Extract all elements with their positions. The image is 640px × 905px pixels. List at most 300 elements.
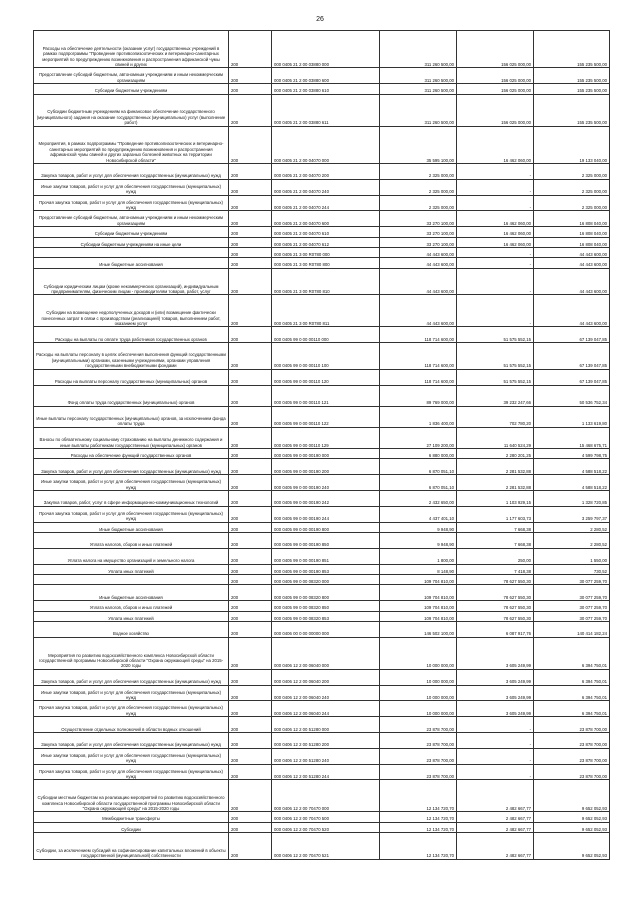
table-row: [34, 258, 610, 268]
row-name: Субсидии местным бюджетам на реализацию мероприятий по развитию водохозяйственного комплекса Новосибирской области государственной программы Новосибирской области "Охрана окружающей среды" на 2015-2020 годы: [34, 780, 229, 812]
row-executed: 2 280 201,25: [457, 449, 534, 459]
row-code: 200: [229, 764, 272, 780]
row-remaining: 23 878 700,00: [534, 764, 610, 780]
row-code: 200: [229, 227, 272, 237]
row-name: Субсидии бюджетным учреждениям на финансовое обеспечение государственного (муниципального) задания на оказание государственных (муниципальных) услуг (выполнение работ): [34, 94, 229, 126]
row-executed: 78 627 550,30: [457, 575, 534, 585]
row-executed: 78 627 550,30: [457, 585, 534, 601]
row-code: 200: [229, 247, 272, 257]
row-remaining: 9 652 052,93: [534, 780, 610, 812]
row-executed: 16 462 060,00: [457, 227, 534, 237]
row-code: 200: [229, 385, 272, 406]
row-name: Иные закупки товаров, работ и услуг для обеспечения государственных (муниципальных) нужд: [34, 475, 229, 491]
row-name: Предоставление субсидий бюджетным, автономным учреждениям и иным некоммерческим организациям: [34, 211, 229, 227]
row-kbk: 000 0405 21 2 00 04070 600: [272, 211, 380, 227]
row-name: Субсидии бюджетным учреждениям: [34, 227, 229, 237]
row-name: Предоставление субсидий бюджетным, автономным учреждениям и иным некоммерческим организациям: [34, 68, 229, 84]
table-row: [34, 548, 610, 564]
row-remaining: 44 443 600,00: [534, 247, 610, 257]
row-executed: 2 482 667,77: [457, 822, 534, 832]
row-name: Субсидии бюджетным учреждениям: [34, 84, 229, 94]
table-row: [34, 669, 610, 685]
row-planned: 10 000 000,00: [380, 669, 457, 685]
row-code: 200: [229, 522, 272, 532]
row-remaining: 6 394 750,01: [534, 637, 610, 669]
row-kbk: 000 0406 12 2 00 51280 000: [272, 717, 380, 733]
row-remaining: 16 808 040,00: [534, 227, 610, 237]
row-name: Прочая закупка товаров, работ и услуг для обеспечения государственных (муниципальных) нужд: [34, 701, 229, 717]
row-executed: -: [457, 247, 534, 257]
row-code: 200: [229, 748, 272, 764]
row-kbk: 000 0405 99 0 00 00110 122: [272, 406, 380, 427]
row-remaining: 30 077 259,70: [534, 601, 610, 611]
row-executed: 39 232 247,66: [457, 385, 534, 406]
row-executed: 3 605 249,99: [457, 669, 534, 685]
table-row: [34, 564, 610, 574]
row-code: 200: [229, 94, 272, 126]
row-code: 200: [229, 84, 272, 94]
table-row: [34, 748, 610, 764]
row-planned: 1 800,00: [380, 548, 457, 564]
row-planned: 109 704 810,00: [380, 585, 457, 601]
row-executed: 7 668,38: [457, 533, 534, 549]
row-name: Иные бюджетные ассигнования: [34, 258, 229, 268]
row-planned: 35 595 100,00: [380, 126, 457, 163]
table-row: [34, 701, 610, 717]
row-executed: 156 025 000,00: [457, 94, 534, 126]
row-kbk: 000 0405 99 0 00 08320 800: [272, 585, 380, 601]
row-executed: 2 482 667,77: [457, 812, 534, 822]
row-name: Субсидии, за исключением субсидий на софинансирование капитальных вложений в объекты государственной (муниципальной) собственности: [34, 833, 229, 860]
row-code: 200: [229, 601, 272, 611]
row-kbk: 000 0405 99 0 00 00110 120: [272, 369, 380, 385]
row-name: Закупка товаров, работ и услуг для обеспечения государственных (муниципальных) нужд: [34, 732, 229, 748]
row-remaining: 15 468 675,71: [534, 427, 610, 448]
row-executed: -: [457, 163, 534, 179]
row-code: 200: [229, 406, 272, 427]
row-kbk: 000 0405 21 2 00 04070 200: [272, 163, 380, 179]
row-executed: 16 462 060,00: [457, 126, 534, 163]
row-planned: 311 260 500,00: [380, 31, 457, 68]
table-row: [34, 491, 610, 507]
table-row: [34, 227, 610, 237]
row-code: 200: [229, 258, 272, 268]
row-planned: 10 000 000,00: [380, 637, 457, 669]
row-executed: 3 605 249,99: [457, 701, 534, 717]
table-row: [34, 685, 610, 701]
row-code: 200: [229, 491, 272, 507]
row-name: Расходы на обеспечение функций государственных органов: [34, 449, 229, 459]
row-kbk: 000 0405 99 0 00 08320 000: [272, 575, 380, 585]
row-code: 200: [229, 780, 272, 812]
row-code: 200: [229, 268, 272, 295]
row-planned: 27 109 200,00: [380, 427, 457, 448]
row-planned: 44 443 600,00: [380, 268, 457, 295]
row-remaining: 23 878 700,00: [534, 732, 610, 748]
row-planned: 23 878 700,00: [380, 717, 457, 733]
row-kbk: 000 0405 21 2 00 03880 610: [272, 84, 380, 94]
row-code: 200: [229, 701, 272, 717]
row-planned: 311 260 500,00: [380, 68, 457, 84]
row-executed: -: [457, 295, 534, 327]
row-name: Прочая закупка товаров, работ и услуг для обеспечения государственных (муниципальных) нужд: [34, 195, 229, 211]
row-executed: 7 668,38: [457, 522, 534, 532]
row-name: Иные бюджетные ассигнования: [34, 522, 229, 532]
row-code: 200: [229, 611, 272, 621]
row-code: 200: [229, 685, 272, 701]
row-kbk: 000 0405 99 0 00 00190 240: [272, 475, 380, 491]
table-row: [34, 369, 610, 385]
row-name: Уплата иных платежей: [34, 564, 229, 574]
table-row: [34, 812, 610, 822]
row-planned: 2 325 000,00: [380, 195, 457, 211]
row-remaining: 3 259 797,37: [534, 506, 610, 522]
table-row: [34, 268, 610, 295]
table-row: [34, 247, 610, 257]
table-row: [34, 237, 610, 247]
row-kbk: 000 0405 21 2 00 04070 610: [272, 227, 380, 237]
row-kbk: 000 0406 12 2 00 06040 244: [272, 701, 380, 717]
table-row: [34, 833, 610, 860]
row-kbk: 000 0406 12 2 00 06040 240: [272, 685, 380, 701]
row-planned: 109 704 810,00: [380, 611, 457, 621]
row-executed: 3 605 249,99: [457, 637, 534, 669]
row-planned: 6 880 000,00: [380, 449, 457, 459]
row-code: 200: [229, 621, 272, 637]
row-executed: -: [457, 195, 534, 211]
row-planned: 6 870 051,10: [380, 475, 457, 491]
row-code: 200: [229, 449, 272, 459]
row-code: 200: [229, 669, 272, 685]
row-planned: 44 443 600,00: [380, 295, 457, 327]
row-executed: 2 281 532,88: [457, 459, 534, 475]
row-planned: 2 325 000,00: [380, 163, 457, 179]
row-kbk: 000 0405 99 0 00 08320 853: [272, 611, 380, 621]
table-row: [34, 533, 610, 549]
row-name: Иные бюджетные ассигнования: [34, 585, 229, 601]
row-remaining: 44 443 600,00: [534, 258, 610, 268]
row-name: Водное хозяйство: [34, 621, 229, 637]
table-row: [34, 179, 610, 195]
row-kbk: 000 0405 21 2 00 03880 000: [272, 31, 380, 68]
row-executed: 702 780,20: [457, 406, 534, 427]
row-remaining: 1 550,00: [534, 548, 610, 564]
row-kbk: 000 0405 99 0 00 00190 850: [272, 533, 380, 549]
row-code: 200: [229, 31, 272, 68]
row-planned: 12 134 720,70: [380, 833, 457, 860]
row-executed: 51 575 552,15: [457, 369, 534, 385]
table-row: [34, 94, 610, 126]
row-name: Расходы на выплаты персоналу государственных (муниципальных) органов: [34, 369, 229, 385]
row-remaining: 4 588 518,22: [534, 475, 610, 491]
row-name: Прочая закупка товаров, работ и услуг для обеспечения государственных (муниципальных) нужд: [34, 764, 229, 780]
row-code: 200: [229, 548, 272, 564]
row-name: Иные выплаты персоналу государственных (муниципальных) органов, за исключением фонда оплаты труда: [34, 406, 229, 427]
row-remaining: 67 139 047,85: [534, 369, 610, 385]
row-planned: 12 134 720,70: [380, 822, 457, 832]
row-kbk: 000 0405 99 0 00 00110 000: [272, 327, 380, 343]
row-kbk: 000 0405 99 0 00 00110 100: [272, 343, 380, 370]
row-name: Взносы по обязательному социальному страхованию на выплаты денежного содержания и иные выплаты работникам государственных (муниципальных) органов: [34, 427, 229, 448]
row-name: Закупка товаров, работ и услуг для обеспечения государственных (муниципальных) нужд: [34, 669, 229, 685]
table-row: [34, 31, 610, 68]
row-name: Субсидии юридическим лицам (кроме некоммерческих организаций), индивидуальным предпринимателям, физическим лицам - производителям товаров, работ, услуг: [34, 268, 229, 295]
row-remaining: 2 325 000,00: [534, 163, 610, 179]
row-executed: 16 462 060,00: [457, 211, 534, 227]
row-planned: 9 948,90: [380, 522, 457, 532]
row-remaining: 44 443 600,00: [534, 295, 610, 327]
row-name: Закупка товаров, работ и услуг для обеспечения государственных (муниципальных) нужд: [34, 163, 229, 179]
table-row: [34, 84, 610, 94]
row-executed: 51 575 552,15: [457, 343, 534, 370]
table-row: [34, 195, 610, 211]
table-row: [34, 575, 610, 585]
row-remaining: 6 394 750,01: [534, 701, 610, 717]
row-remaining: 30 077 259,70: [534, 611, 610, 621]
table-row: [34, 601, 610, 611]
row-code: 200: [229, 575, 272, 585]
row-kbk: 000 0405 99 0 00 00190 800: [272, 522, 380, 532]
row-executed: 16 462 060,00: [457, 237, 534, 247]
row-planned: 1 836 400,00: [380, 406, 457, 427]
row-remaining: 9 652 052,93: [534, 833, 610, 860]
row-name: Расходы на выплаты по оплате труда работников государственных органов: [34, 327, 229, 343]
row-remaining: 23 878 700,00: [534, 717, 610, 733]
row-remaining: 2 325 000,00: [534, 179, 610, 195]
row-name: Закупка товаров, работ и услуг для обеспечения государственных (муниципальных) нужд: [34, 459, 229, 475]
row-planned: 2 432 650,00: [380, 491, 457, 507]
row-kbk: 000 0405 99 0 00 00190 200: [272, 459, 380, 475]
row-name: Мероприятия, в рамках подпрограммы "Проведение противоэпизоотических и ветеринарно-санитарных мероприятий по предупреждению возникновения и распространения африканской чумы свиней и других заразных болезней животных на территории Новосибирской области": [34, 126, 229, 163]
row-remaining: 2 280,52: [534, 522, 610, 532]
row-name: Межбюджетные трансферты: [34, 812, 229, 822]
row-code: 200: [229, 68, 272, 84]
row-executed: -: [457, 268, 534, 295]
row-code: 200: [229, 369, 272, 385]
row-planned: 109 704 810,00: [380, 575, 457, 585]
row-planned: 8 148,90: [380, 564, 457, 574]
row-executed: -: [457, 764, 534, 780]
row-planned: 89 769 000,00: [380, 385, 457, 406]
row-executed: -: [457, 179, 534, 195]
row-planned: 311 260 500,00: [380, 84, 457, 94]
table-row: [34, 717, 610, 733]
row-kbk: 000 0405 21 3 00 R0780 810: [272, 268, 380, 295]
row-executed: 11 640 524,29: [457, 427, 534, 448]
row-kbk: 000 0406 12 2 00 70470 500: [272, 812, 380, 822]
row-name: Уплата налогов, сборов и иных платежей: [34, 533, 229, 549]
row-kbk: 000 0406 12 2 00 70470 520: [272, 822, 380, 832]
row-kbk: 000 0405 99 0 00 00190 853: [272, 564, 380, 574]
row-kbk: 000 0406 12 2 00 70470 521: [272, 833, 380, 860]
row-executed: -: [457, 717, 534, 733]
row-executed: 1 103 929,15: [457, 491, 534, 507]
row-executed: 78 627 550,30: [457, 601, 534, 611]
row-executed: 2 281 532,88: [457, 475, 534, 491]
row-name: Расходы на выплаты персоналу в целях обеспечения выполнения функций государственными (муниципальными) органами, казенными учреждениями, органами управления государственными внебюджетными фондами: [34, 343, 229, 370]
row-executed: -: [457, 732, 534, 748]
table-row: [34, 780, 610, 812]
table-row: [34, 506, 610, 522]
table-row: [34, 621, 610, 637]
table-row: [34, 522, 610, 532]
table-row: [34, 764, 610, 780]
row-name: Уплата налогов, сборов и иных платежей: [34, 601, 229, 611]
row-code: 200: [229, 163, 272, 179]
row-kbk: 000 0405 99 0 00 00190 244: [272, 506, 380, 522]
row-executed: 78 627 550,30: [457, 611, 534, 621]
table-row: [34, 385, 610, 406]
row-executed: 6 087 917,76: [457, 621, 534, 637]
row-executed: 156 025 000,00: [457, 31, 534, 68]
row-code: 200: [229, 237, 272, 247]
row-remaining: 30 077 259,70: [534, 585, 610, 601]
page-number: 26: [316, 16, 324, 23]
row-executed: 156 025 000,00: [457, 68, 534, 84]
row-planned: 33 270 100,00: [380, 227, 457, 237]
row-planned: 23 878 700,00: [380, 764, 457, 780]
row-name: [34, 575, 229, 585]
row-planned: 44 443 600,00: [380, 258, 457, 268]
row-remaining: 155 235 500,00: [534, 84, 610, 94]
row-remaining: 16 808 040,00: [534, 211, 610, 227]
row-kbk: 000 0405 99 0 00 00110 129: [272, 427, 380, 448]
row-code: 200: [229, 327, 272, 343]
row-code: 200: [229, 506, 272, 522]
table-row: [34, 732, 610, 748]
table-row: [34, 163, 610, 179]
row-kbk: 000 0406 12 2 00 51280 200: [272, 732, 380, 748]
row-executed: 1 177 603,73: [457, 506, 534, 522]
row-remaining: 16 808 040,00: [534, 237, 610, 247]
table-row: [34, 327, 610, 343]
row-kbk: 000 0405 21 2 00 04070 240: [272, 179, 380, 195]
row-remaining: 1 328 720,85: [534, 491, 610, 507]
row-kbk: 000 0406 12 2 00 06040 000: [272, 637, 380, 669]
row-remaining: 4 588 518,22: [534, 459, 610, 475]
row-kbk: 000 0405 99 0 00 00190 851: [272, 548, 380, 564]
row-kbk: 000 0405 21 3 00 R0780 800: [272, 258, 380, 268]
budget-table-body: [34, 31, 610, 860]
row-remaining: 50 536 752,34: [534, 385, 610, 406]
row-remaining: 2 280,52: [534, 533, 610, 549]
row-planned: 33 270 100,00: [380, 211, 457, 227]
row-kbk: 000 0405 99 0 00 08320 850: [272, 601, 380, 611]
row-planned: 4 437 401,10: [380, 506, 457, 522]
row-code: 200: [229, 717, 272, 733]
row-name: Прочая закупка товаров, работ и услуг для обеспечения государственных (муниципальных) нужд: [34, 506, 229, 522]
row-remaining: 4 599 798,75: [534, 449, 610, 459]
row-planned: 118 714 600,00: [380, 369, 457, 385]
row-planned: 12 134 720,70: [380, 812, 457, 822]
row-planned: 12 134 720,70: [380, 780, 457, 812]
row-name: Фонд оплаты труда государственных (муниципальных) органов: [34, 385, 229, 406]
row-code: 200: [229, 732, 272, 748]
row-remaining: 23 878 700,00: [534, 748, 610, 764]
table-row: [34, 427, 610, 448]
table-row: [34, 343, 610, 370]
row-executed: -: [457, 748, 534, 764]
table-row: [34, 475, 610, 491]
row-remaining: 155 235 500,00: [534, 68, 610, 84]
row-remaining: 30 077 259,70: [534, 575, 610, 585]
row-name: Иные закупки товаров, работ и услуг для обеспечения государственных (муниципальных) нужд: [34, 179, 229, 195]
row-name: Уплата иных платежей: [34, 611, 229, 621]
row-executed: -: [457, 258, 534, 268]
table-row: [34, 406, 610, 427]
row-remaining: 44 443 600,00: [534, 268, 610, 295]
row-planned: 2 325 000,00: [380, 179, 457, 195]
row-code: 200: [229, 343, 272, 370]
row-code: 200: [229, 295, 272, 327]
row-planned: 44 443 600,00: [380, 247, 457, 257]
row-kbk: 000 0406 12 2 00 51280 240: [272, 748, 380, 764]
row-code: 200: [229, 195, 272, 211]
row-remaining: 67 139 047,85: [534, 327, 610, 343]
table-row: [34, 637, 610, 669]
row-code: 200: [229, 427, 272, 448]
row-planned: 10 000 000,00: [380, 685, 457, 701]
row-planned: 10 000 000,00: [380, 701, 457, 717]
row-name: Уплата налога на имущество организаций и земельного налога: [34, 548, 229, 564]
row-kbk: 000 0405 21 3 00 R0780 811: [272, 295, 380, 327]
row-kbk: 000 0405 21 2 00 04070 244: [272, 195, 380, 211]
row-planned: 109 704 810,00: [380, 601, 457, 611]
row-code: 200: [229, 475, 272, 491]
row-remaining: 6 394 750,01: [534, 685, 610, 701]
row-remaining: 140 414 182,24: [534, 621, 610, 637]
row-kbk: 000 0405 99 0 00 00190 242: [272, 491, 380, 507]
table-row: [34, 822, 610, 832]
row-executed: 51 575 552,15: [457, 327, 534, 343]
row-code: 200: [229, 637, 272, 669]
row-planned: 23 878 700,00: [380, 748, 457, 764]
row-name: Субсидии на возмещение недополученных доходов и (или) возмещение фактически понесенных затрат в связи с производством (реализацией) товаров, выполнением работ, оказанием услуг: [34, 295, 229, 327]
row-code: 200: [229, 585, 272, 601]
table-row: [34, 295, 610, 327]
row-code: 200: [229, 211, 272, 227]
row-remaining: 9 652 052,93: [534, 822, 610, 832]
table-row: [34, 211, 610, 227]
row-name: Осуществление отдельных полномочий в области водных отношений: [34, 717, 229, 733]
row-planned: 33 270 100,00: [380, 237, 457, 247]
row-code: 200: [229, 179, 272, 195]
row-kbk: 000 0405 99 0 00 00190 000: [272, 449, 380, 459]
row-executed: 2 482 667,77: [457, 833, 534, 860]
row-remaining: 67 139 047,85: [534, 343, 610, 370]
table-row: [34, 126, 610, 163]
row-kbk: 000 0405 21 2 00 04070 612: [272, 237, 380, 247]
row-kbk: 000 0406 12 2 00 06040 200: [272, 669, 380, 685]
row-executed: 2 482 667,77: [457, 780, 534, 812]
row-code: 200: [229, 533, 272, 549]
row-name: Расходы на обеспечение деятельности (оказание услуг) государственных учреждений в рамках подпрограммы "Проведение противоэпизоотических и ветеринарно-санитарных мероприятий по предупреждению возникновения и распространения африканской чумы свиней и других: [34, 31, 229, 68]
row-remaining: 6 394 750,01: [534, 669, 610, 685]
row-name: Иные закупки товаров, работ и услуг для обеспечения государственных (муниципальных) нужд: [34, 685, 229, 701]
row-name: Мероприятия по развитию водохозяйственного комплекса Новосибирской области государственной программы Новосибирской области "Охрана окружающей среды" на 2015-2020 годы: [34, 637, 229, 669]
row-planned: 118 714 600,00: [380, 343, 457, 370]
row-kbk: 000 0405 21 2 00 03880 611: [272, 94, 380, 126]
row-kbk: 000 0406 12 2 00 70470 000: [272, 780, 380, 812]
row-remaining: 2 325 000,00: [534, 195, 610, 211]
row-kbk: 000 0406 12 2 00 51280 244: [272, 764, 380, 780]
row-remaining: 1 133 619,80: [534, 406, 610, 427]
row-remaining: 155 235 500,00: [534, 31, 610, 68]
row-remaining: 155 235 500,00: [534, 94, 610, 126]
row-code: 200: [229, 833, 272, 860]
table-row: [34, 68, 610, 84]
row-code: 200: [229, 812, 272, 822]
